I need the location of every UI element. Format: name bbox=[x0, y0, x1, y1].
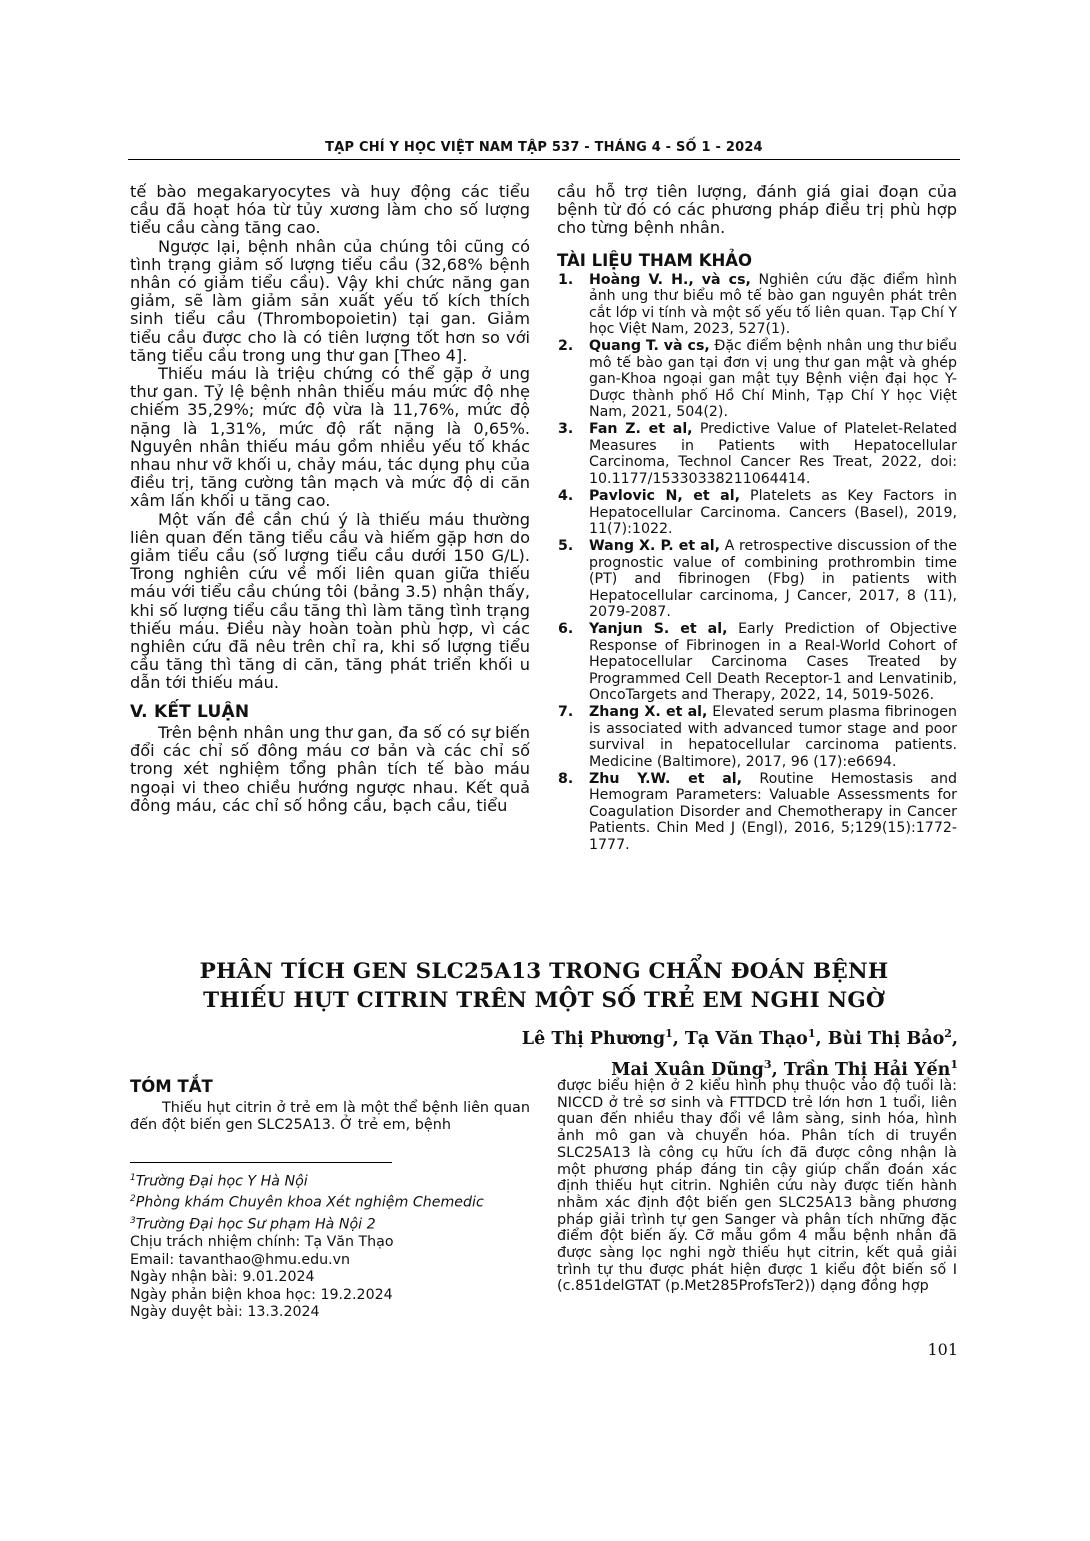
conclusion-heading: V. KẾT LUẬN bbox=[130, 701, 250, 722]
review-date: Ngày phản biện khoa học: 19.2.2024 bbox=[130, 1286, 393, 1303]
reference-item: 3. Fan Z. et al, Predictive Value of Platelet-Related Measures in Patients with Hepatocellular Carcinoma, Technol Cancer Res Treat, 2022, doi: 10.1177/15330338211064414. bbox=[558, 421, 957, 487]
footnote-rule bbox=[130, 1162, 392, 1163]
reference-item: 8. Zhu Y.W. et al, Routine Hemostasis and Hemogram Parameters: Valuable Assessments for Coagulation Disorder and Chemotherapy in Cancer Patients. Chin Med J (Engl), 2016, 5;129(15):1772-1777. bbox=[558, 771, 958, 853]
journal-header: TẠP CHÍ Y HỌC VIỆT NAM TẬP 537 - THÁNG 4 - SỐ 1 - 2024 bbox=[325, 140, 763, 155]
affiliation-note: $^1$Trường Đại học Y Hà Nội bbox=[130, 1173, 308, 1190]
article-title-line-2: THIẾU HỤT CITRIN TRÊN MỘT SỐ TRẺ EM NGHI NGỜ bbox=[203, 988, 885, 1013]
reference-item: 5. Wang X. P. et al, A retrospective discussion of the prognostic value of combining prothrombin time (PT) and fibrinogen (Fbg) in patients with Hepatocellular carcinoma, J Cancer, 2017, 8 (11), 2079-2087. bbox=[558, 538, 957, 620]
reference-item: 6. Yanjun S. et al, Early Prediction of Objective Response of Fibrinogen in a Real-World Cohort of Hepatocellular Carcinoma Cases Treated by Programmed Cell Death Receptor-1 and Lenvatinib, OncoTargets and Therapy, 2022, 14, 5019-5026. bbox=[558, 621, 957, 703]
right-paragraph-1: cầu hỗ trợ tiên lượng, đánh giá giai đoạn của bệnh từ đó có các phương pháp điều trị phù hợp cho từng bệnh nhân. bbox=[557, 182, 957, 238]
affiliation-note: $^2$Phòng khám Chuyên khoa Xét nghiệm Chemedic bbox=[130, 1194, 484, 1212]
left-paragraph-1: tế bào megakaryocytes và huy động các tiểu cầu đã hoạt hóa từ tủy xương làm cho số lượng tiểu cầu càng tăng cao. bbox=[130, 182, 530, 238]
responsible-author: Chịu trách nhiệm chính: Tạ Văn Thạo bbox=[130, 1233, 394, 1250]
author-name: Mai Xuân Dũng bbox=[611, 1059, 764, 1080]
abstract-right bbox=[557, 1078, 957, 1295]
author-name: Bùi Thị Bảo bbox=[827, 1028, 945, 1049]
page-number: 101 bbox=[927, 1340, 958, 1359]
footnotes bbox=[130, 1170, 550, 1322]
author-line-2: Mai Xuân Dũng$^3$, Trần Thị Hải Yến$^1$ bbox=[611, 1057, 958, 1080]
author-affiliation: 3 bbox=[763, 1057, 772, 1071]
abstract-heading: TÓM TẮT bbox=[130, 1077, 213, 1096]
abstract-left bbox=[130, 1100, 530, 1133]
conclusion-paragraph: Trên bệnh nhân ung thư gan, đa số có sự biến đổi các chỉ số đông máu cơ bản và các chỉ số trong xét nghiệm tổng phân tích tế bào máu ngoại vi theo chiều hướng ngược nhau. Kết quả đông máu, các chỉ số hồng cầu, bạch cầu, tiểu bbox=[130, 722, 530, 815]
author-line-1: Lê Thị Phương$^1$, Tạ Văn Thạo$^1$, Bùi Thị Bảo$^2$, bbox=[521, 1027, 958, 1049]
references-heading: TÀI LIỆU THAM KHẢO bbox=[557, 250, 753, 270]
reference-list bbox=[557, 272, 957, 853]
right-column bbox=[557, 183, 957, 854]
affiliation-note: $^3$Trường Đại học Sư phạm Hà Nội 2 bbox=[130, 1215, 376, 1233]
article-title-line-1: PHÂN TÍCH GEN SLC25A13 TRONG CHẨN ĐOÁN BỆNH bbox=[199, 959, 889, 984]
left-paragraph-3: Thiếu máu là triệu chứng có thể gặp ở ung thư gan. Tỷ lệ bệnh nhân thiếu máu mức độ nhẹ chiếm 35,29%; mức độ vừa là 11,76%, mức độ nặng là 1,31%, mức độ rất nặng là 0,65%. Nguyên nhân thiếu máu gồm nhiều yếu tố khác nhau như vỡ khối u, chảy máu, tác dụng phụ của điều trị, tăng cường tân mạch và mức độ di căn xâm lấn khối u tăng cao. bbox=[130, 364, 530, 511]
left-paragraph-4: Một vấn đề cần chú ý là thiếu máu thường liên quan đến tăng tiểu cầu và hiếm gặp hơn do giảm tiểu cầu (số lượng tiểu cầu dưới 150 G/L). Trong nghiên cứu về mối liên quan giữa thiếu máu với tiểu cầu chúng tôi (bảng 3.5) nhận thấy, khi số lượng tiểu cầu tăng thì làm tăng tình trạng thiếu máu. Điều này hoàn toàn phù hợp, vì các nghiên cứu đã nêu trên chỉ ra, khi số lượng tiểu cầu tăng thì tăng di căn, tăng phát triển khối u dẫn tới thiếu máu. bbox=[130, 509, 530, 693]
reference-item: 7. Zhang X. et al, Elevated serum plasma fibrinogen is associated with advanced tumor stage and poor survival in hepatocellular carcinoma patients. Medicine (Baltimore), 2017, 96 (17):e6694. bbox=[558, 704, 957, 770]
received-date: Ngày nhận bài: 9.01.2024 bbox=[130, 1269, 315, 1286]
accepted-date: Ngày duyệt bài: 13.3.2024 bbox=[130, 1304, 320, 1321]
article-title bbox=[128, 957, 960, 1015]
header-rule bbox=[128, 159, 960, 160]
left-paragraph-2: Ngược lại, bệnh nhân của chúng tôi cũng có tình trạng giảm số lượng tiểu cầu (32,68% bệnh nhân có giảm tiểu cầu). Vậy khi chức năng gan giảm, sẽ làm giảm sản xuất yếu tố kích thích sinh tiểu cầu (Thrombopoietin) tại gan. Giảm tiểu cầu được cho là có tiên lượng tốt hơn so với tăng tiểu cầu trong ung thư gan [Theo 4]. bbox=[130, 236, 530, 365]
left-column bbox=[130, 183, 530, 815]
reference-item: 4. Pavlovic N, et al, Platelets as Key Factors in Hepatocellular Carcinoma. Cancers (Basel), 2019, 11(7):1022. bbox=[558, 488, 957, 537]
author-affiliation: 1 bbox=[950, 1057, 958, 1071]
abstract-left-text: Thiếu hụt citrin ở trẻ em là một thể bệnh liên quan đến đột biến gen SLC25A13. Ở trẻ em, bệnh bbox=[130, 1100, 530, 1133]
abstract-right-text: được biểu hiện ở 2 kiểu hình phụ thuộc vào độ tuổi là: NICCD ở trẻ sơ sinh và FTTDCD trẻ lớn hơn 1 tuổi, liên quan đến nhiều thay đổi về lâm sàng, sinh hóa, hình ảnh mô gan và chuyển hóa. Phân tích di truyền SLC25A13 là công cụ hữu ích đã được công nhận là một phương pháp đáng tin cậy giúp chẩn đoán xác định thiếu hụt citrin. Nghiên cứu này được tiến hành nhằm xác định đột biến gen SLC25A13 bằng phương pháp giải trình tự gen Sanger và phân tích những đặc điểm đột biến ấy. Cỡ mẫu gồm 4 mẫu bệnh nhân đã được sàng lọc nghi ngờ thiếu hụt citrin, kết quả giải trình tự thu được phát hiện được 1 kiểu đột biến số I (c.851delGTAT (p.Met285ProfsTer2)) dạng đồng hợp bbox=[557, 1078, 957, 1295]
author-name: Tạ Văn Thạo bbox=[684, 1028, 808, 1049]
author-name: Trần Thị Hải Yến bbox=[783, 1059, 951, 1080]
author-affiliation: 2 bbox=[944, 1027, 952, 1040]
contact-email: Email: tavanthao@hmu.edu.vn bbox=[130, 1251, 351, 1268]
reference-item: 1. Hoàng V. H., và cs, Nghiên cứu đặc điểm hình ảnh ung thư biểu mô tế bào gan nguyên phát trên cắt lớp vi tính và một số yếu tố liên quan. Tạp Chí Y học Việt Nam, 2023, 527(1). bbox=[558, 271, 958, 338]
author-name: Lê Thị Phương bbox=[521, 1028, 666, 1049]
author-affiliation: 1 bbox=[665, 1027, 673, 1040]
author-affiliation: 1 bbox=[807, 1027, 816, 1040]
author-list bbox=[438, 1021, 958, 1083]
reference-item: 2. Quang T. và cs, Đặc điểm bệnh nhân ung thư biểu mô tế bào gan tại đơn vị ung thư gan mật và ghép gan-Khoa ngoại gan mật tụy Bệnh viện đại học Y-Dược thành phố Hồ Chí Minh, Tạp Chí Y học Việt Nam, 2021, 504(2). bbox=[558, 338, 957, 421]
